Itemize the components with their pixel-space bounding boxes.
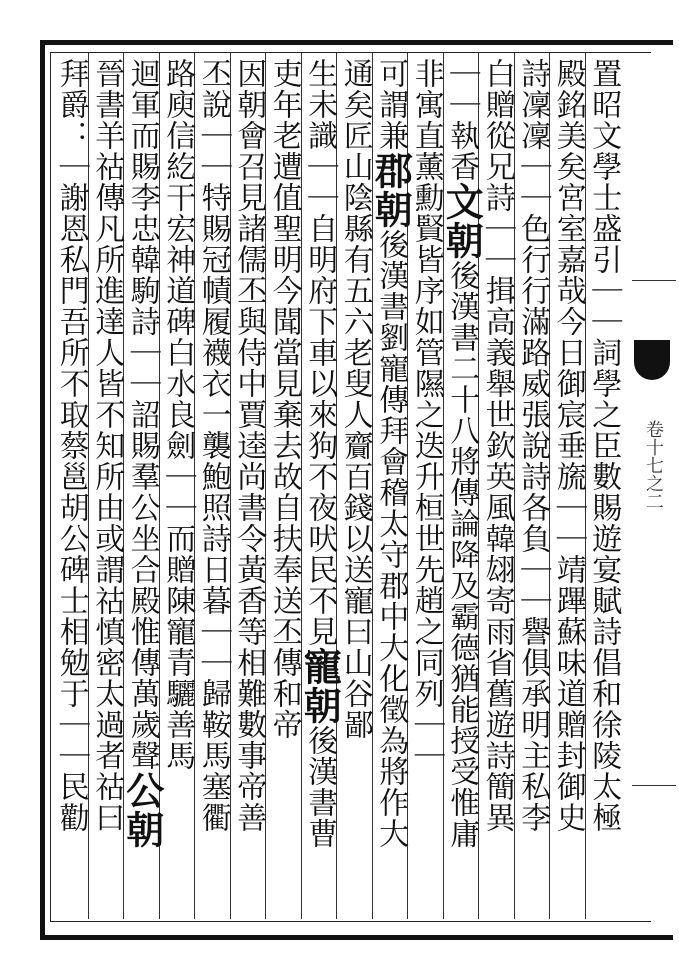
column-text: 拜爵：｜謝恩私門吾所不取蔡邕胡公碑士相勉于｜｜民勸 bbox=[53, 58, 89, 833]
column-text: 匠山陰縣有五六老叟人齎百錢以送寵曰山谷鄙 bbox=[337, 120, 373, 740]
column-text: 置昭文學士盛引｜｜詞學之臣數賜遊宴賦詩倡和徐陵太極 bbox=[586, 58, 622, 833]
column-text: 通矣 bbox=[337, 58, 373, 120]
entry-heading: 郡朝 bbox=[368, 151, 414, 229]
column-text: 白贈從兄詩｜｜揖高義舉世欽英風韓翃寄雨省舊遊詩簡異 bbox=[479, 58, 515, 833]
entry-heading: 公朝 bbox=[119, 771, 165, 849]
column-text: 丕傳和帝 bbox=[266, 616, 302, 740]
column-text: 非寓直薰 bbox=[408, 58, 444, 182]
column-text: 丕說｜｜特賜冠幘履襪衣一襲鮑照詩日暮｜｜歸鞍馬塞衢 bbox=[195, 58, 231, 833]
column-text: 後漢書劉寵傳拜會稽太守郡中大化徵為將作大 bbox=[373, 229, 409, 849]
column-text: 詩凜凜｜｜色行行滿路威張說詩各負｜｜譽俱承明主私李 bbox=[515, 58, 551, 833]
gutter-rule bbox=[632, 280, 676, 281]
column-text: 生未識｜｜自明府下車以來狗不夜吠民不見 bbox=[302, 58, 338, 647]
column-text: 因朝會召見諸儒丕與侍中賈逵尚書令黃香等相難數事帝善 bbox=[231, 58, 267, 833]
column-text: 勳賢皆序如管隰之迭升桓世先趙之同列｜｜ bbox=[408, 182, 444, 771]
column-text: 後漢書曹 bbox=[302, 725, 338, 849]
fish-tail-mark bbox=[634, 340, 670, 380]
margin-label: 卷十七之二 bbox=[643, 420, 664, 510]
column-text: 迴軍而賜李忠韓駒詩｜｜詔賜羣公坐合殿惟傳萬歲聲 bbox=[124, 58, 160, 771]
column-text: 晉書羊祜傳凡所進達人皆不知所由或謂祜慎密太過者祜曰 bbox=[89, 58, 125, 833]
column-text: 殿銘美矣宮室嘉哉今日御宸垂旒｜｜靖蹕蘇味道贈封御史 bbox=[550, 58, 586, 833]
text-column bbox=[50, 58, 92, 918]
entry-heading: 文朝 bbox=[439, 182, 485, 260]
gutter-rule bbox=[632, 785, 676, 786]
column-text: 吏年老遭值聖明今聞當見棄去故自扶奉送 bbox=[266, 58, 302, 616]
column-text: 後漢書二十八將傳論降及霸德猶能授受惟庸 bbox=[444, 260, 480, 849]
entry-heading: 寵朝 bbox=[297, 647, 343, 725]
column-text: ｜｜執香 bbox=[444, 58, 480, 182]
column-text: 可謂兼 bbox=[373, 58, 409, 151]
column-text: 路庾信紇干宏神道碑白水良劍｜｜而贈陳寵青驪善馬 bbox=[160, 58, 196, 771]
page-gutter bbox=[628, 40, 679, 935]
